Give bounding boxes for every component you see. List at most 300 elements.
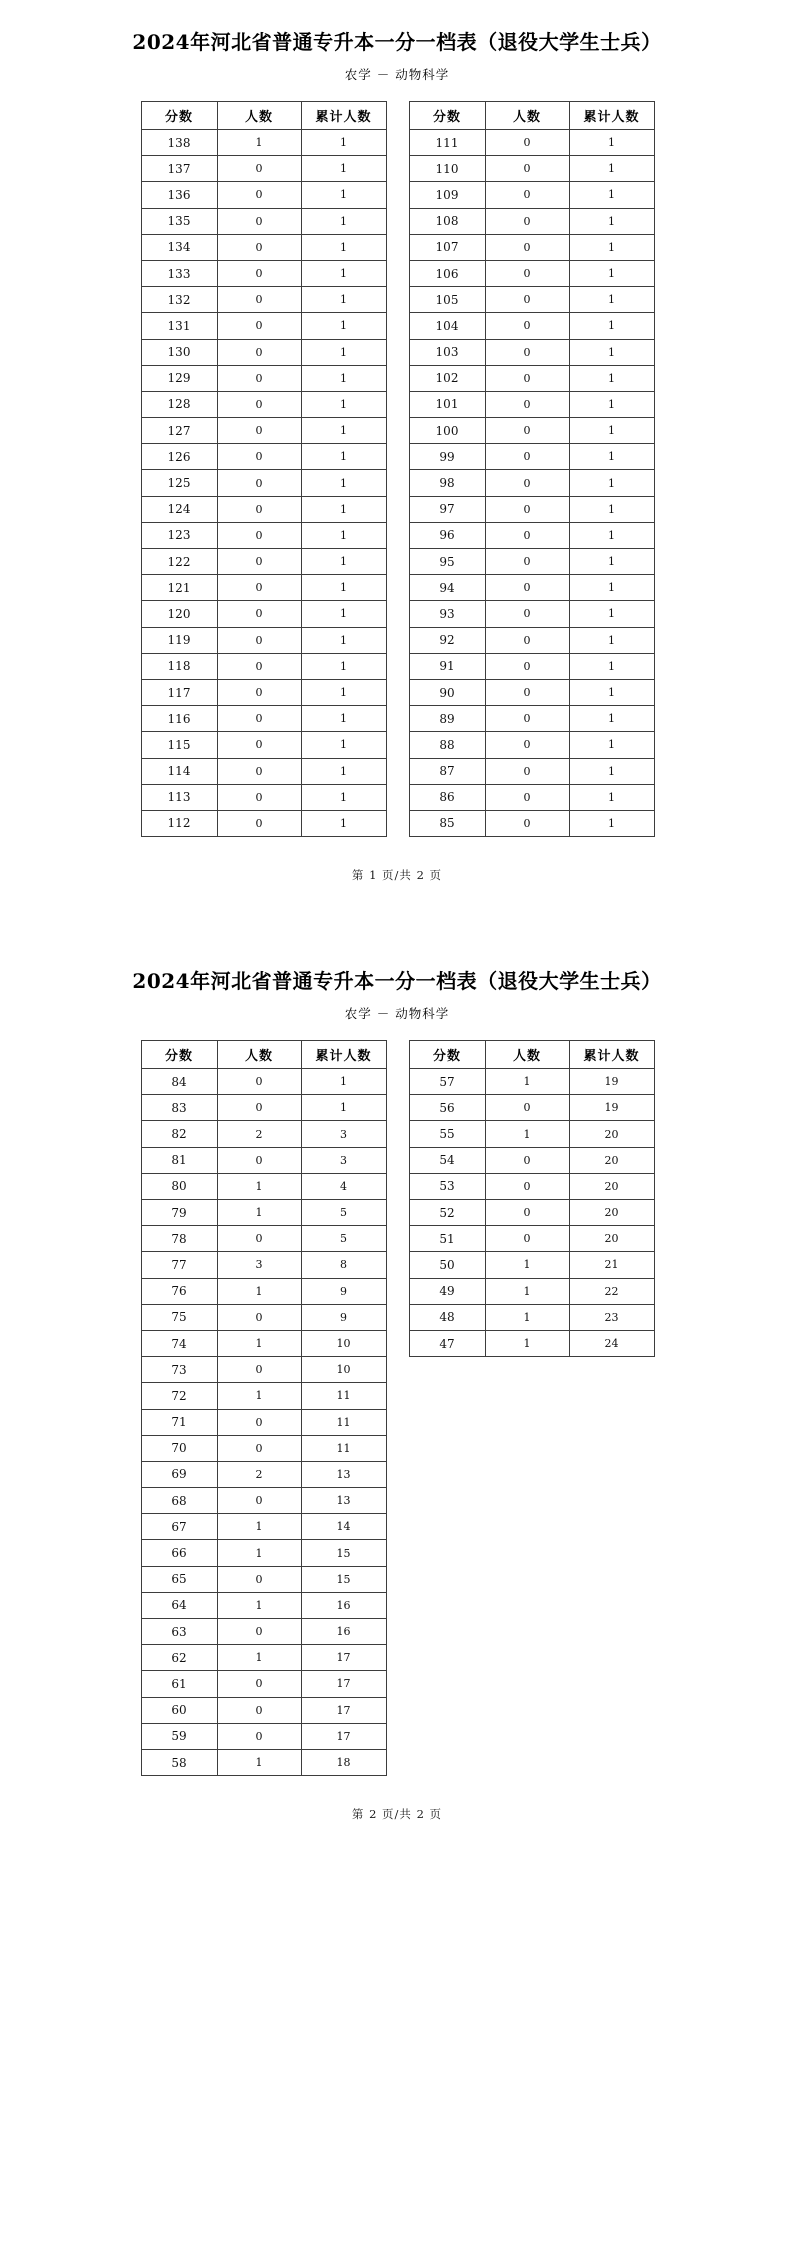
cell-score: 70 [141,1435,217,1461]
cell-count: 0 [217,156,301,182]
cell-cumulative: 1 [301,679,386,705]
cell-count: 0 [217,313,301,339]
cell-count: 0 [217,522,301,548]
cell-count: 0 [485,1226,569,1252]
table-row [409,1252,654,1278]
cell-cumulative: 19 [569,1095,654,1121]
table-row [141,679,386,705]
cell-count: 0 [217,470,301,496]
cell-score: 62 [141,1645,217,1671]
column-header-count: 人数 [217,1041,301,1069]
cell-score: 87 [409,758,485,784]
cell-cumulative: 16 [301,1619,386,1645]
table-row [141,1749,386,1775]
cell-cumulative: 11 [301,1409,386,1435]
cell-score: 48 [409,1304,485,1330]
cell-score: 136 [141,182,217,208]
cell-cumulative: 19 [569,1069,654,1095]
cell-count: 3 [217,1252,301,1278]
cell-cumulative: 1 [569,287,654,313]
table-row [141,1645,386,1671]
table-header-row [409,1041,654,1069]
cell-count: 0 [217,339,301,365]
cell-cumulative: 1 [569,182,654,208]
column-header-count: 人数 [485,102,569,130]
cell-count: 0 [217,706,301,732]
cell-count: 0 [485,810,569,836]
cell-cumulative: 21 [569,1252,654,1278]
cell-cumulative: 1 [301,208,386,234]
cell-cumulative: 9 [301,1278,386,1304]
cell-cumulative: 1 [569,653,654,679]
cell-count: 1 [485,1278,569,1304]
cell-score: 74 [141,1330,217,1356]
cell-score: 69 [141,1461,217,1487]
column-header-score: 分数 [409,1041,485,1069]
cell-score: 118 [141,653,217,679]
cell-score: 88 [409,732,485,758]
cell-cumulative: 1 [301,575,386,601]
table-header-row [409,102,654,130]
cell-cumulative: 1 [301,1095,386,1121]
cell-cumulative: 5 [301,1226,386,1252]
cell-count: 1 [485,1304,569,1330]
cell-count: 0 [485,365,569,391]
cell-score: 78 [141,1226,217,1252]
cell-count: 1 [217,130,301,156]
cell-count: 0 [485,1200,569,1226]
table-row [409,418,654,444]
cell-count: 0 [485,522,569,548]
tables-container [0,1040,794,1776]
cell-count: 0 [485,444,569,470]
cell-score: 59 [141,1723,217,1749]
table-row [409,496,654,522]
table-row [409,1200,654,1226]
table-row [141,365,386,391]
cell-count: 0 [217,365,301,391]
table-row [409,1147,654,1173]
table-row [409,130,654,156]
cell-cumulative: 3 [301,1121,386,1147]
cell-count: 1 [217,1645,301,1671]
table-row [141,1383,386,1409]
cell-count: 0 [485,391,569,417]
cell-score: 81 [141,1147,217,1173]
cell-score: 123 [141,522,217,548]
cell-count: 0 [217,1069,301,1095]
cell-score: 53 [409,1173,485,1199]
cell-count: 0 [485,130,569,156]
cell-cumulative: 1 [301,313,386,339]
cell-score: 72 [141,1383,217,1409]
cell-cumulative: 15 [301,1540,386,1566]
cell-score: 117 [141,679,217,705]
table-row [141,522,386,548]
cell-cumulative: 17 [301,1645,386,1671]
page-footer: 第 1 页/共 2 页 [351,868,443,883]
cell-score: 130 [141,339,217,365]
table-row [141,1409,386,1435]
column-header-cumulative: 累计人数 [569,102,654,130]
cell-count: 0 [217,601,301,627]
cell-count: 0 [485,653,569,679]
cell-score: 68 [141,1488,217,1514]
cell-count: 0 [485,1147,569,1173]
page-footer: 第 2 页/共 2 页 [351,1807,443,1822]
table-row [409,679,654,705]
cell-cumulative: 1 [569,522,654,548]
cell-score: 55 [409,1121,485,1147]
cell-score: 63 [141,1619,217,1645]
cell-score: 106 [409,260,485,286]
cell-cumulative: 1 [301,260,386,286]
table-row [409,1330,654,1356]
cell-score: 137 [141,156,217,182]
cell-cumulative: 1 [301,156,386,182]
table-row [141,313,386,339]
cell-cumulative: 1 [301,391,386,417]
table-row [141,1330,386,1356]
cell-score: 133 [141,260,217,286]
table-row [141,234,386,260]
cell-score: 71 [141,1409,217,1435]
cell-count: 0 [217,496,301,522]
column-header-count: 人数 [485,1041,569,1069]
cell-score: 132 [141,287,217,313]
cell-score: 80 [141,1173,217,1199]
table-row [141,1540,386,1566]
table-row [141,1488,386,1514]
cell-count: 1 [485,1330,569,1356]
cell-cumulative: 1 [301,758,386,784]
cell-score: 73 [141,1357,217,1383]
table-row [409,156,654,182]
cell-score: 99 [409,444,485,470]
cell-count: 0 [485,784,569,810]
cell-count: 0 [485,182,569,208]
cell-score: 49 [409,1278,485,1304]
cell-score: 50 [409,1252,485,1278]
cell-cumulative: 1 [301,601,386,627]
cell-cumulative: 20 [569,1200,654,1226]
cell-count: 0 [485,627,569,653]
cell-cumulative: 11 [301,1435,386,1461]
page-title: 2024年河北省普通专升本一分一档表（退役大学生士兵） [132,969,662,994]
cell-score: 84 [141,1069,217,1095]
column-header-score: 分数 [141,102,217,130]
table-row [141,444,386,470]
cell-score: 108 [409,208,485,234]
cell-count: 0 [217,679,301,705]
tables-container [0,101,794,837]
table-row [409,601,654,627]
cell-count: 1 [217,1200,301,1226]
cell-score: 52 [409,1200,485,1226]
table-row [141,470,386,496]
cell-count: 0 [217,1619,301,1645]
right-table-wrapper [409,1040,654,1357]
cell-score: 56 [409,1095,485,1121]
table-row [409,339,654,365]
cell-score: 90 [409,679,485,705]
cell-count: 0 [485,1173,569,1199]
cell-score: 103 [409,339,485,365]
cell-count: 0 [485,208,569,234]
cell-cumulative: 1 [569,679,654,705]
cell-cumulative: 11 [301,1383,386,1409]
table-row [141,1278,386,1304]
cell-cumulative: 1 [301,784,386,810]
cell-score: 102 [409,365,485,391]
cell-count: 0 [485,496,569,522]
table-row [409,182,654,208]
table-row [409,758,654,784]
cell-cumulative: 1 [569,208,654,234]
cell-score: 89 [409,706,485,732]
cell-cumulative: 1 [301,1069,386,1095]
table-row [141,1619,386,1645]
column-header-cumulative: 累计人数 [569,1041,654,1069]
cell-cumulative: 1 [301,287,386,313]
table-row [141,1304,386,1330]
cell-score: 91 [409,653,485,679]
cell-cumulative: 1 [569,391,654,417]
table-row [409,784,654,810]
cell-cumulative: 24 [569,1330,654,1356]
cell-count: 0 [485,679,569,705]
table-row [141,1069,386,1095]
table-row [409,234,654,260]
cell-score: 77 [141,1252,217,1278]
cell-count: 0 [217,1095,301,1121]
left-table-wrapper [141,101,386,837]
cell-cumulative: 9 [301,1304,386,1330]
cell-cumulative: 1 [301,444,386,470]
cell-score: 96 [409,522,485,548]
cell-cumulative: 1 [301,365,386,391]
cell-score: 105 [409,287,485,313]
table-row [141,601,386,627]
table-row [409,706,654,732]
table-row [409,1095,654,1121]
cell-cumulative: 1 [301,522,386,548]
cell-cumulative: 13 [301,1461,386,1487]
table-row [409,1121,654,1147]
table-row [141,1226,386,1252]
cell-count: 0 [485,601,569,627]
cell-score: 64 [141,1592,217,1618]
cell-cumulative: 1 [569,234,654,260]
table-row [409,1226,654,1252]
cell-count: 0 [217,287,301,313]
cell-count: 0 [217,653,301,679]
table-row [409,1304,654,1330]
cell-score: 138 [141,130,217,156]
cell-score: 97 [409,496,485,522]
column-header-score: 分数 [141,1041,217,1069]
cell-cumulative: 1 [569,758,654,784]
cell-cumulative: 1 [301,470,386,496]
cell-cumulative: 1 [569,313,654,339]
right-table-wrapper [409,101,654,837]
cell-count: 2 [217,1461,301,1487]
table-row [141,732,386,758]
table-row [409,260,654,286]
cell-count: 0 [485,470,569,496]
cell-count: 0 [217,1226,301,1252]
cell-cumulative: 1 [301,549,386,575]
cell-cumulative: 13 [301,1488,386,1514]
cell-score: 94 [409,575,485,601]
table-row [141,1566,386,1592]
cell-count: 0 [217,1488,301,1514]
table-row [141,575,386,601]
table-header-row [141,102,386,130]
cell-count: 1 [217,1173,301,1199]
table-row [141,1147,386,1173]
cell-cumulative: 1 [569,732,654,758]
cell-score: 109 [409,182,485,208]
cell-score: 79 [141,1200,217,1226]
cell-cumulative: 17 [301,1723,386,1749]
cell-score: 101 [409,391,485,417]
cell-cumulative: 1 [569,260,654,286]
table-row [141,1461,386,1487]
cell-score: 124 [141,496,217,522]
page-2 [0,939,794,1832]
cell-count: 0 [485,732,569,758]
page-subtitle: 农学 － 动物科学 [344,67,450,82]
cell-cumulative: 18 [301,1749,386,1775]
cell-score: 135 [141,208,217,234]
cell-count: 2 [217,1121,301,1147]
cell-cumulative: 1 [569,130,654,156]
cell-score: 129 [141,365,217,391]
cell-count: 0 [217,208,301,234]
table-row [409,1278,654,1304]
cell-score: 111 [409,130,485,156]
cell-score: 47 [409,1330,485,1356]
cell-count: 0 [217,575,301,601]
cell-cumulative: 15 [301,1566,386,1592]
cell-cumulative: 1 [301,418,386,444]
cell-score: 65 [141,1566,217,1592]
cell-score: 122 [141,549,217,575]
cell-cumulative: 1 [569,627,654,653]
cell-cumulative: 1 [301,234,386,260]
cell-count: 1 [217,1592,301,1618]
cell-score: 107 [409,234,485,260]
cell-cumulative: 1 [301,130,386,156]
page-break [0,893,794,939]
cell-count: 0 [217,1304,301,1330]
cell-cumulative: 1 [301,810,386,836]
cell-score: 126 [141,444,217,470]
table-row [141,1252,386,1278]
cell-cumulative: 20 [569,1226,654,1252]
cell-score: 58 [141,1749,217,1775]
cell-cumulative: 1 [569,575,654,601]
cell-cumulative: 1 [569,156,654,182]
cell-count: 0 [217,1147,301,1173]
cell-score: 125 [141,470,217,496]
cell-count: 1 [217,1330,301,1356]
cell-score: 116 [141,706,217,732]
table-row [141,156,386,182]
cell-score: 115 [141,732,217,758]
cell-score: 119 [141,627,217,653]
cell-score: 67 [141,1514,217,1540]
cell-count: 0 [485,260,569,286]
cell-count: 0 [217,1697,301,1723]
cell-score: 92 [409,627,485,653]
cell-cumulative: 1 [569,549,654,575]
cell-cumulative: 17 [301,1697,386,1723]
cell-score: 75 [141,1304,217,1330]
cell-cumulative: 23 [569,1304,654,1330]
table-row [141,1173,386,1199]
cell-score: 86 [409,784,485,810]
table-row [409,549,654,575]
column-header-score: 分数 [409,102,485,130]
column-header-cumulative: 累计人数 [301,1041,386,1069]
table-row [409,444,654,470]
cell-cumulative: 20 [569,1173,654,1199]
cell-score: 120 [141,601,217,627]
cell-score: 54 [409,1147,485,1173]
table-row [409,208,654,234]
cell-count: 1 [217,1278,301,1304]
page-subtitle: 农学 － 动物科学 [344,1006,450,1022]
cell-count: 0 [217,1723,301,1749]
cell-cumulative: 14 [301,1514,386,1540]
table-row [409,391,654,417]
table-row [141,810,386,836]
cell-cumulative: 22 [569,1278,654,1304]
cell-count: 0 [485,313,569,339]
table-row [409,575,654,601]
table-row [409,470,654,496]
cell-score: 51 [409,1226,485,1252]
cell-score: 95 [409,549,485,575]
cell-count: 0 [217,1671,301,1697]
cell-cumulative: 1 [569,339,654,365]
cell-count: 0 [217,549,301,575]
table-row [141,1671,386,1697]
table-header-row [141,1041,386,1069]
score-table-left [141,101,387,837]
cell-count: 0 [485,549,569,575]
cell-cumulative: 16 [301,1592,386,1618]
table-row [409,653,654,679]
cell-cumulative: 10 [301,1357,386,1383]
page-title: 2024年河北省普通专升本一分一档表（退役大学生士兵） [132,30,662,54]
cell-count: 0 [485,575,569,601]
cell-count: 0 [217,1409,301,1435]
table-row [141,1435,386,1461]
cell-cumulative: 17 [301,1671,386,1697]
table-row [141,208,386,234]
cell-score: 127 [141,418,217,444]
cell-count: 0 [217,784,301,810]
cell-cumulative: 1 [301,182,386,208]
cell-count: 0 [217,234,301,260]
table-row [141,1095,386,1121]
cell-cumulative: 1 [569,601,654,627]
cell-count: 0 [217,627,301,653]
cell-score: 121 [141,575,217,601]
